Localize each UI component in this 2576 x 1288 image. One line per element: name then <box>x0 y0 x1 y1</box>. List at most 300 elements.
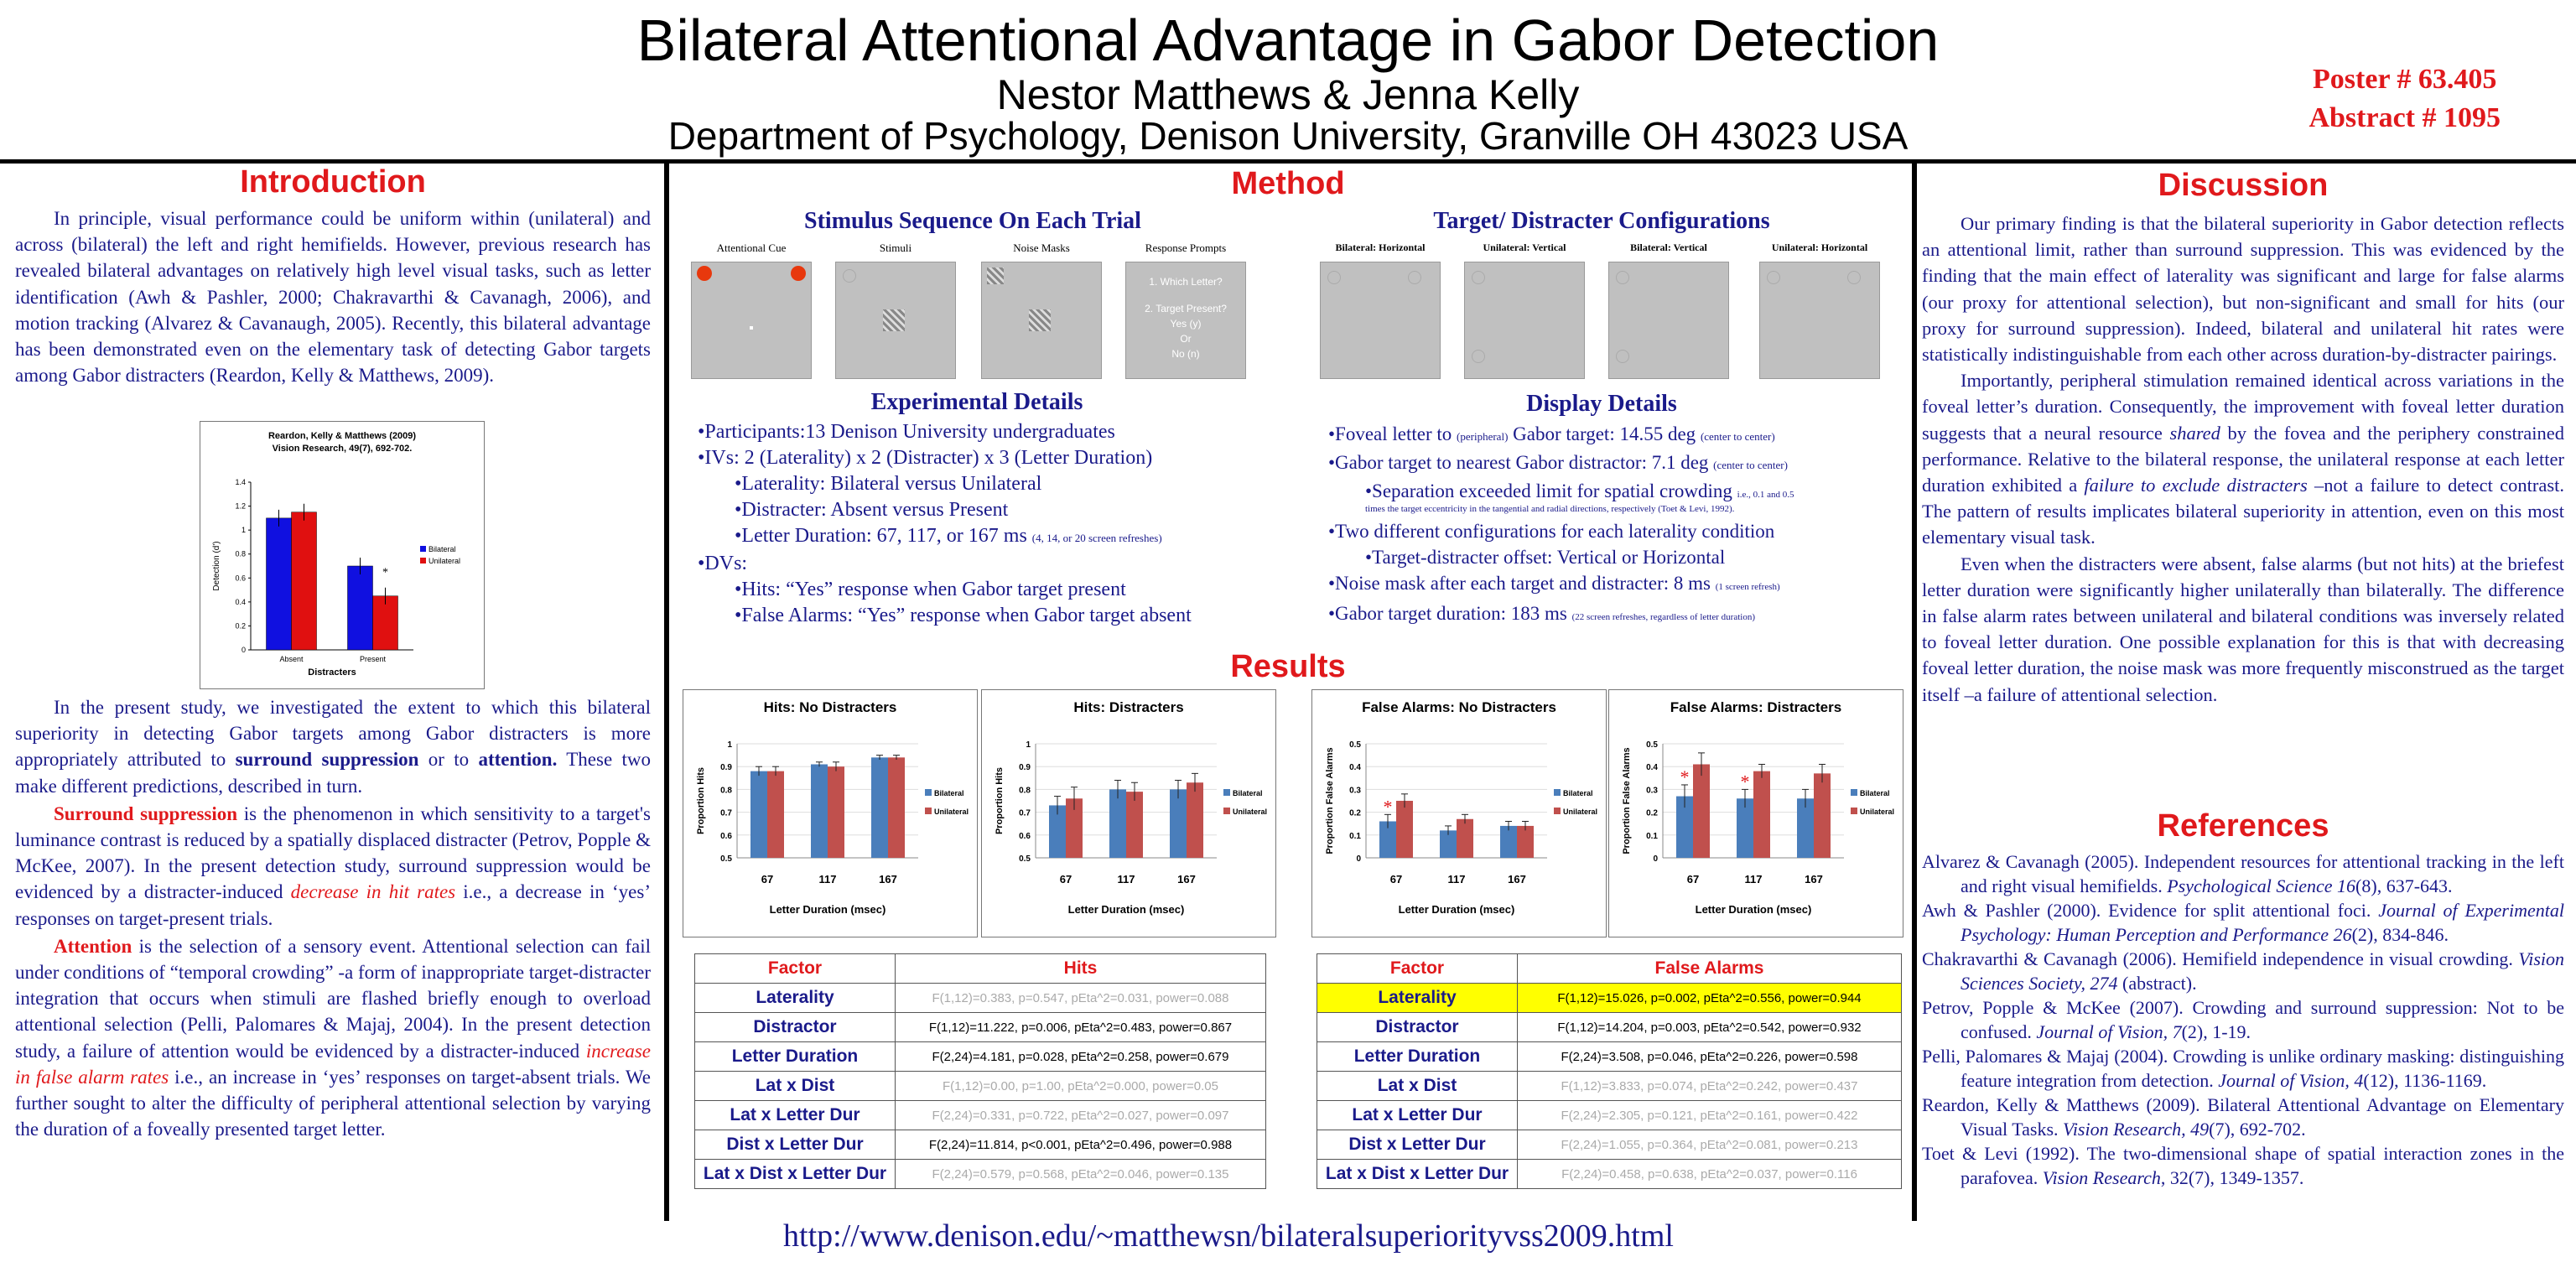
statistic-cell: F(2,24)=11.814, p<0.001, pEta^2=0.496, power=0.988 <box>896 1130 1266 1160</box>
exp-item-ivs: •IVs: 2 (Laterality) x 2 (Distracter) x 3 (Letter Duration) <box>698 447 1153 469</box>
table-row <box>1317 984 1902 1013</box>
stimulus-sequence-heading: Stimulus Sequence On Each Trial <box>804 208 1141 234</box>
intro-paragraphs-lower <box>15 694 651 1142</box>
x-tick-label: 117 <box>1447 873 1466 886</box>
reference-item <box>1922 995 2564 1044</box>
cue-dot-left <box>697 266 712 281</box>
references-section <box>1922 808 2564 1190</box>
statistic-cell: F(1,12)=14.204, p=0.003, pEta^2=0.542, power=0.932 <box>1518 1013 1902 1042</box>
factor-cell: Lat x Dist x Letter Dur <box>1317 1160 1518 1189</box>
legend-label: Unilateral <box>1563 808 1598 816</box>
statistic-cell: F(1,12)=0.00, p=1.00, pEta^2=0.000, power=0.05 <box>896 1072 1266 1101</box>
y-tick-label: 0 <box>241 646 246 654</box>
poster-url-link[interactable]: http://www.denison.edu/~matthewsn/bilateralsuperiorityvss2009.html <box>783 1218 1674 1254</box>
x-tick-label: Absent <box>279 655 304 663</box>
disp-separation-text: •Gabor target to nearest Gabor distractor: 7.1 deg <box>1328 452 1714 473</box>
statistic-cell: F(2,24)=4.181, p=0.028, pEta^2=0.258, power=0.679 <box>896 1042 1266 1072</box>
x-tick-label: 117 <box>818 873 837 886</box>
disp-foveal-peripheral: (peripheral) <box>1457 430 1509 443</box>
poster-id <box>2309 60 2501 138</box>
reference-part: Vision Research <box>2042 1167 2161 1188</box>
configuration-panel-0 <box>1320 262 1441 379</box>
legend-swatch <box>420 546 426 552</box>
exp-item-dvs: •DVs: <box>698 553 748 574</box>
y-tick-label: 0.8 <box>720 786 732 796</box>
sequence-panel-0 <box>691 262 812 379</box>
bar <box>1517 826 1534 858</box>
significance-star: * <box>1383 796 1393 818</box>
bar <box>888 757 905 858</box>
reference-part: Vision Sciences Society, 274 <box>1961 948 2564 994</box>
bar <box>1753 771 1770 858</box>
discussion-paragraph-2 <box>1922 367 2564 550</box>
y-tick-label: 0.2 <box>1349 808 1361 818</box>
gabor-patch <box>1327 271 1341 284</box>
table-header-cell: Factor <box>1317 954 1518 984</box>
disp-item-foveal <box>1328 421 1907 449</box>
disp-noise-note: (1 screen refresh) <box>1715 582 1780 592</box>
intro-p3-b: is the phenomenon in which sensitivity to a target's luminance contrast is reduced by a spatially displaced distracter (Petrov, Popple & McKee, 2007). In the present detection study, surround suppression would be evidenced by a distracter-induced <box>15 802 651 903</box>
factor-cell: Distractor <box>695 1013 896 1042</box>
disp-item-target-duration <box>1328 600 1907 631</box>
configuration-label: Unilateral: Vertical <box>1483 242 1566 253</box>
disp-crowding-note2: times the target eccentricity in the tangential and radial directions, respectively (Toet & Levi, 1992). <box>1365 504 1735 514</box>
y-tick-label: 0.1 <box>1349 831 1361 841</box>
y-tick-label: 0 <box>1356 854 1361 864</box>
discussion-paragraph-3: Even when the distracters were absent, false alarms (but not hits) at the briefest letter duration were significantly higher unilaterally than bilaterally. The difference in false alarm rates between unilateral and bilateral conditions was inversely related to foveal letter duration. One possible explanation for this is that with decreasing foveal letter duration, the noise mask was more frequently misconstrued as the target itself –a failure of attentional selection. <box>1922 553 2564 705</box>
experimental-details-list <box>698 419 1268 629</box>
factor-cell: Letter Duration <box>1317 1042 1518 1072</box>
sequence-panel-label: Stimuli <box>879 242 912 254</box>
table-row <box>1317 1042 1902 1072</box>
x-tick-label: 167 <box>1508 873 1526 886</box>
y-tick-label: 0.4 <box>235 597 246 606</box>
inset-title-line1: Reardon, Kelly & Matthews (2009) <box>267 431 417 441</box>
bar <box>767 771 784 858</box>
prompt-line: Yes (y) <box>1170 318 1202 330</box>
statistic-cell: F(1,12)=0.383, p=0.547, pEta^2=0.031, power=0.088 <box>896 984 1266 1013</box>
factor-cell: Lat x Dist x Letter Dur <box>695 1160 896 1189</box>
gabor-patch <box>843 269 856 283</box>
x-axis-label: Letter Duration (msec) <box>1398 903 1515 916</box>
legend-label: Unilateral <box>1860 808 1895 816</box>
table-header-cell: False Alarms <box>1518 954 1902 984</box>
factor-cell: Laterality <box>695 984 896 1013</box>
header-divider <box>0 159 2576 164</box>
chart-title: False Alarms: No Distracters <box>1362 699 1556 715</box>
intro-paragraph-1 <box>15 205 651 388</box>
disc-p2-shared: shared <box>2169 422 2220 444</box>
reference-part: (abstract). <box>2117 973 2197 994</box>
disc-p2-c: by the fovea and the periphery constrained performance. Relative to the bilateral response, the unilateral response at each letter duration exhibited a <box>1922 422 2564 496</box>
disp-foveal-b: Gabor target: 14.55 deg <box>1508 423 1701 444</box>
configuration-panel-1 <box>1464 262 1585 379</box>
legend-label: Unilateral <box>1233 808 1268 816</box>
display-details-list <box>1328 421 1907 631</box>
inset-title-line2: Vision Research, 49(7), 692-702. <box>272 444 413 454</box>
bar <box>292 512 317 650</box>
fixation-dot <box>750 326 753 330</box>
reference-part: , 32(7), 1349-1357. <box>2160 1167 2304 1188</box>
reference-part: (2), 1-19. <box>2181 1021 2251 1042</box>
disp-separation-note: (center to center) <box>1713 459 1788 471</box>
y-tick-label: 1 <box>1026 740 1031 750</box>
y-tick-label: 0.9 <box>1019 763 1031 773</box>
significance-star: * <box>1740 771 1750 792</box>
gabor-patch <box>1616 350 1629 363</box>
bar <box>750 771 767 858</box>
references-heading: References <box>2157 808 2329 844</box>
disp-foveal-note: (center to center) <box>1700 430 1775 443</box>
x-tick-label: 167 <box>879 873 897 886</box>
poster-number: Poster # 63.405 <box>2313 64 2497 95</box>
factor-cell: Distractor <box>1317 1013 1518 1042</box>
y-axis-label: Detection (d') <box>212 541 221 591</box>
prompt-line: 1. Which Letter? <box>1149 276 1223 288</box>
y-tick-label: 0.8 <box>1019 786 1031 796</box>
statistic-cell: F(2,24)=2.305, p=0.121, pEta^2=0.161, power=0.422 <box>1518 1101 1902 1130</box>
intro-p3-d: i.e., a decrease in ‘yes’ responses on target-present trials. <box>15 881 651 929</box>
results-heading-wrap <box>671 649 1905 685</box>
cue-dot-right <box>791 266 806 281</box>
y-axis-label: Proportion False Alarms <box>1622 747 1632 854</box>
intro-paragraph-2 <box>15 694 651 799</box>
reardon-inset-chart <box>200 421 485 689</box>
table-row <box>1317 1160 1902 1189</box>
x-tick-label: 67 <box>1059 873 1072 886</box>
discussion-section <box>1922 168 2564 708</box>
intro-p4-term: Attention <box>54 935 132 957</box>
bar <box>1457 819 1473 858</box>
configuration-label: Bilateral: Horizontal <box>1335 242 1426 253</box>
exp-item-distracter: •Distracter: Absent versus Present <box>735 499 1009 521</box>
x-tick-label: 67 <box>1686 873 1700 886</box>
chart-title: False Alarms: Distracters <box>1670 699 1842 715</box>
y-tick-label: 0.2 <box>1646 808 1658 818</box>
intro-p2-a: In the present study, we investigated the extent to which this bilateral superiority in detecting Gabor targets among Gabor distracters is more appropriately attributed to <box>15 697 651 771</box>
legend-label: Bilateral <box>1233 789 1263 797</box>
y-axis-label: Proportion False Alarms <box>1325 747 1335 854</box>
table-row <box>695 1160 1266 1189</box>
bar <box>1814 773 1831 858</box>
sequence-panel-1 <box>835 262 956 379</box>
disp-item-offset: •Target-distracter offset: Vertical or Horizontal <box>1365 547 1726 568</box>
poster-header <box>0 0 2576 159</box>
bar <box>1170 789 1187 858</box>
x-axis-label: Distracters <box>308 667 356 678</box>
y-tick-label: 0.2 <box>235 621 246 631</box>
y-tick-label: 0.6 <box>720 831 732 841</box>
reference-part: (7), 692-702. <box>2209 1119 2306 1140</box>
y-tick-label: 0.9 <box>720 763 732 773</box>
bar <box>1187 782 1203 858</box>
bar <box>811 764 828 858</box>
factor-cell: Lat x Letter Dur <box>695 1101 896 1130</box>
prompt-line: 2. Target Present? <box>1145 303 1227 314</box>
statistic-cell: F(2,24)=3.508, p=0.046, pEta^2=0.226, power=0.598 <box>1518 1042 1902 1072</box>
noise-patch <box>1029 309 1051 331</box>
disp-noise-text: •Noise mask after each target and distracter: 8 ms <box>1328 573 1716 594</box>
legend-swatch <box>1851 808 1857 814</box>
poster-affiliation: Department of Psychology, Denison University, Granville OH 43023 USA <box>667 114 1909 158</box>
y-axis-label: Proportion Hits <box>696 766 706 835</box>
y-tick-label: 1.4 <box>235 478 246 486</box>
intro-p2-surround: surround suppression <box>235 749 419 771</box>
statistic-cell: F(1,12)=15.026, p=0.002, pEta^2=0.556, power=0.944 <box>1518 984 1902 1013</box>
disp-item-configs: •Two different configurations for each laterality condition <box>1328 521 1775 542</box>
y-tick-label: 0.8 <box>235 549 246 558</box>
y-tick-label: 0.4 <box>1646 763 1658 773</box>
false-alarms-anova-table <box>1317 953 1902 1189</box>
factor-cell: Dist x Letter Dur <box>695 1130 896 1160</box>
statistic-cell: F(2,24)=0.458, p=0.638, pEta^2=0.037, power=0.116 <box>1518 1160 1902 1189</box>
introduction-heading: Introduction <box>240 164 426 200</box>
reference-part: (8), 637-643. <box>2355 875 2453 896</box>
results-chart-svg <box>982 690 1275 937</box>
reference-part: (12), 1136-1169. <box>2363 1070 2487 1091</box>
y-tick-label: 1 <box>241 526 246 535</box>
reference-part: Awh & Pashler (2000). Evidence for split attentional foci. <box>1922 900 2379 921</box>
reference-item <box>1922 947 2564 995</box>
factor-cell: Lat x Letter Dur <box>1317 1101 1518 1130</box>
legend-swatch <box>1554 808 1561 814</box>
y-tick-label: 0.3 <box>1646 786 1658 796</box>
reference-part: Journal of Vision, 4 <box>2218 1070 2364 1091</box>
experimental-details-heading: Experimental Details <box>870 389 1083 415</box>
introduction-section <box>15 164 651 388</box>
results-chart-0 <box>683 689 978 937</box>
statistic-cell: F(2,24)=1.055, p=0.364, pEta^2=0.081, power=0.213 <box>1518 1130 1902 1160</box>
intro-paragraph-3 <box>15 801 651 932</box>
factor-cell: Lat x Dist <box>695 1072 896 1101</box>
y-tick-label: 0.7 <box>1019 808 1031 818</box>
statistic-cell: F(2,24)=0.331, p=0.722, pEta^2=0.027, power=0.097 <box>896 1101 1266 1130</box>
sequence-panel-label: Attentional Cue <box>716 242 787 254</box>
bar <box>871 757 888 858</box>
significance-star: * <box>382 566 388 579</box>
reference-part: Chakravarthi & Cavanagh (2006). Hemifield independence in visual crowding. <box>1922 948 2519 969</box>
intro-paragraph-4 <box>15 933 651 1143</box>
disp-item-separation <box>1328 449 1907 478</box>
right-column-divider <box>1912 159 1917 1221</box>
y-tick-label: 0 <box>1653 854 1658 864</box>
results-chart-2 <box>1311 689 1607 937</box>
reference-part: Vision Research, 49 <box>2063 1119 2210 1140</box>
table-header-cell: Hits <box>896 954 1266 984</box>
y-tick-label: 0.7 <box>720 808 732 818</box>
exp-item-participants: •Participants:13 Denison University undergraduates <box>698 421 1115 443</box>
x-tick-label: 117 <box>1117 873 1135 886</box>
legend-swatch <box>925 789 932 796</box>
results-chart-3 <box>1608 689 1903 937</box>
configuration-label: Unilateral: Horizontal <box>1771 242 1868 253</box>
legend-label: Unilateral <box>934 808 969 816</box>
table-header-cell: Factor <box>695 954 896 984</box>
disc-p2-a: Importantly, peripheral stimulation remained identical across variations in the foveal letter’s duration. Consequently, the improvement with foveal letter duration suggests that a neural resource <box>1922 370 2564 444</box>
exp-letter-duration-note: (4, 14, or 20 screen refreshes) <box>1031 532 1162 544</box>
x-axis-label: Letter Duration (msec) <box>1067 903 1185 916</box>
y-tick-label: 0.5 <box>720 854 732 864</box>
results-chart-svg <box>1609 690 1903 937</box>
y-tick-label: 1 <box>727 740 732 750</box>
mask-patch <box>987 267 1004 284</box>
factor-cell: Dist x Letter Dur <box>1317 1130 1518 1160</box>
x-axis-label: Letter Duration (msec) <box>1695 903 1812 916</box>
reference-part: (2), 834-846. <box>2351 924 2449 945</box>
table-row <box>695 984 1266 1013</box>
intro-p4-d: i.e., an increase in ‘yes’ responses on target-absent trials. We further sought to alter the difficulty of peripheral attentional selection by varying the duration of a foveally presented target letter. <box>15 1066 651 1140</box>
noise-patch <box>883 309 905 331</box>
legend-swatch <box>1851 789 1857 796</box>
sequence-panel-label: Noise Masks <box>1013 242 1070 254</box>
table-row <box>695 1072 1266 1101</box>
configurations-heading: Target/ Distracter Configurations <box>1433 208 1770 234</box>
legend-label: Bilateral <box>1860 789 1890 797</box>
reference-item <box>1922 1093 2564 1141</box>
exp-item-letter-duration <box>698 523 1268 551</box>
reference-part: Alvarez & Cavanagh (2005). Independent resources for attentional tracking in the left and right visual hemifields. <box>1922 851 2564 896</box>
table-row <box>695 1013 1266 1042</box>
statistic-cell: F(2,24)=0.579, p=0.568, pEta^2=0.046, power=0.135 <box>896 1160 1266 1189</box>
x-tick-label: 67 <box>761 873 774 886</box>
legend-swatch <box>1223 789 1230 796</box>
legend-swatch <box>1554 789 1561 796</box>
reference-part: Journal of Vision, 7 <box>2036 1021 2182 1042</box>
intro-p3-term: Surround suppression <box>54 802 238 824</box>
exp-letter-duration-text: •Letter Duration: 67, 117, or 167 ms <box>735 525 1027 547</box>
y-tick-label: 0.5 <box>1349 740 1361 750</box>
hits-anova-table <box>694 953 1266 1189</box>
disp-foveal-a: •Foveal letter to <box>1328 423 1457 444</box>
method-heading-wrap <box>671 166 1905 202</box>
legend-swatch <box>925 808 932 814</box>
bar <box>828 766 844 858</box>
reference-item <box>1922 1044 2564 1093</box>
table-row <box>695 1101 1266 1130</box>
table-row <box>1317 1072 1902 1101</box>
references-list <box>1922 849 2564 1190</box>
y-tick-label: 0.6 <box>235 574 246 583</box>
left-column-divider <box>664 159 669 1221</box>
bar <box>267 518 292 650</box>
legend-label: Unilateral <box>428 557 461 565</box>
x-tick-label: Present <box>359 655 387 663</box>
response-prompt-text <box>1126 274 1245 361</box>
gabor-patch <box>1847 271 1861 284</box>
legend-swatch <box>420 558 426 564</box>
y-tick-label: 0.4 <box>1349 763 1361 773</box>
y-tick-label: 0.5 <box>1646 740 1658 750</box>
configuration-panel-2 <box>1608 262 1729 379</box>
disp-crowding-note1: i.e., 0.1 and 0.5 <box>1737 490 1794 500</box>
results-chart-1 <box>981 689 1276 937</box>
chart-title: Hits: No Distracters <box>763 699 897 715</box>
reference-item <box>1922 849 2564 898</box>
factor-cell: Laterality <box>1317 984 1518 1013</box>
statistic-cell: F(1,12)=3.833, p=0.074, pEta^2=0.242, power=0.437 <box>1518 1072 1902 1101</box>
display-details-heading: Display Details <box>1526 391 1677 417</box>
y-axis-label: Proportion Hits <box>995 766 1005 835</box>
intro-p4-emphasis: increase in false alarm rates <box>15 1040 651 1088</box>
disp-item-noise-mask <box>1328 570 1907 600</box>
bar <box>1396 801 1413 858</box>
intro-p2-c: or to <box>418 749 479 771</box>
results-chart-svg <box>1312 690 1606 937</box>
discussion-heading: Discussion <box>2158 168 2329 203</box>
results-heading: Results <box>1230 649 1346 684</box>
disc-p2-failure: failure to exclude distracters <box>2084 475 2308 496</box>
disc-p2-e: –not a failure to detect contrast. The pattern of results implicates bilateral superiority in attention, even on this most elementary visual task. <box>1922 475 2564 548</box>
reference-part: Psychological Science 16 <box>2167 875 2356 896</box>
factor-cell: Letter Duration <box>695 1042 896 1072</box>
x-tick-label: 67 <box>1389 873 1403 886</box>
y-tick-label: 1.2 <box>235 501 246 511</box>
legend-label: Bilateral <box>1563 789 1593 797</box>
x-tick-label: 167 <box>1177 873 1196 886</box>
bar <box>1500 826 1517 858</box>
exp-item-laterality: •Laterality: Bilateral versus Unilateral <box>735 473 1042 495</box>
sequence-panel-label: Response Prompts <box>1145 242 1227 254</box>
table-row <box>1317 1101 1902 1130</box>
table-header-row <box>1317 954 1902 984</box>
significance-star: * <box>1680 766 1690 787</box>
sequence-panel-2 <box>981 262 1102 379</box>
disp-crowding-text: •Separation exceeded limit for spatial crowding <box>1365 480 1737 501</box>
y-tick-label: 0.6 <box>1019 831 1031 841</box>
reference-part: Petrov, Popple & McKee (2007). Crowding and surround suppression: Not to be confused. <box>1922 997 2564 1042</box>
bar <box>1109 789 1126 858</box>
bar <box>1693 764 1710 858</box>
gabor-patch <box>1616 271 1629 284</box>
disp-duration-text: •Gabor target duration: 183 ms <box>1328 603 1572 624</box>
exp-item-false-alarms: •False Alarms: “Yes” response when Gabor target absent <box>735 605 1192 626</box>
prompt-line: No (n) <box>1171 348 1200 360</box>
gabor-patch <box>1408 271 1421 284</box>
legend-label: Bilateral <box>428 545 456 553</box>
gabor-patch <box>1472 271 1485 284</box>
exp-item-hits: •Hits: “Yes” response when Gabor target present <box>735 579 1126 600</box>
inset-chart-plot <box>200 422 484 688</box>
table-header-row <box>695 954 1266 984</box>
intro-p1-text: In principle, visual performance could be uniform within (unilateral) and across (bilateral) the left and right hemifields. However, previous research has revealed bilateral advantages on relatively high level visual tasks, such as letter identification (Awh & Pashler, 2000; Chakravarthi & Cavanagh, 2006), and motion tracking (Alvarez & Cavanaugh, 2005). Recently, this bilateral advantage has been demonstrated even on the elementary task of detecting Gabor targets among Gabor distracters (Reardon, Kelly & Matthews, 2009). <box>15 208 651 387</box>
discussion-paragraph-1: Our primary finding is that the bilateral superiority in Gabor detection reflects an attentional limit, rather than surround suppression. This was evidenced by the finding that the main effect of laterality was significant and large for false alarms (our proxy for attentional selection), but non-significant and small for hits (our proxy for surround suppression). Indeed, bilateral and unilateral hit rates were statistically indistinguishable from each other across duration-by-distracter pairings. <box>1922 213 2564 366</box>
poster-authors: Nestor Matthews & Jenna Kelly <box>996 71 1580 118</box>
table-row <box>695 1130 1266 1160</box>
reference-part: Journal of Experimental Psychology: Human Perception and Performance 26 <box>1961 900 2564 945</box>
table-row <box>1317 1013 1902 1042</box>
reference-item <box>1922 1141 2564 1190</box>
x-axis-label: Letter Duration (msec) <box>769 903 886 916</box>
gabor-patch <box>1767 271 1780 284</box>
configuration-panel-3 <box>1759 262 1880 379</box>
disp-duration-note: (22 screen refreshes, regardless of letter duration) <box>1571 612 1755 622</box>
configuration-label: Bilateral: Vertical <box>1630 242 1707 253</box>
y-tick-label: 0.3 <box>1349 786 1361 796</box>
bar <box>1126 792 1143 858</box>
gabor-patch <box>1472 350 1485 363</box>
abstract-number: Abstract # 1095 <box>2309 102 2501 133</box>
sequence-panel-3 <box>1125 262 1246 379</box>
discussion-text <box>1922 210 2564 708</box>
x-tick-label: 167 <box>1805 873 1823 886</box>
chart-title: Hits: Distracters <box>1073 699 1184 715</box>
table-row <box>695 1042 1266 1072</box>
legend-label: Bilateral <box>934 789 964 797</box>
intro-p4-b: is the selection of a sensory event. Attentional selection can fail under conditions of “temporal crowding” -a form of inappropriate target-distracter integration that occurs when stimuli are flashed briefly enough to overload attentional selection (Pelli, Palomares & Majaj, 2004). In the present detection study, a failure of attention would be evidenced by a distracter-induced <box>15 935 651 1062</box>
results-chart-svg <box>683 690 977 937</box>
poster-title: Bilateral Attentional Advantage in Gabor Detection <box>636 8 1940 73</box>
intro-p3-emphasis: decrease in hit rates <box>290 881 456 903</box>
